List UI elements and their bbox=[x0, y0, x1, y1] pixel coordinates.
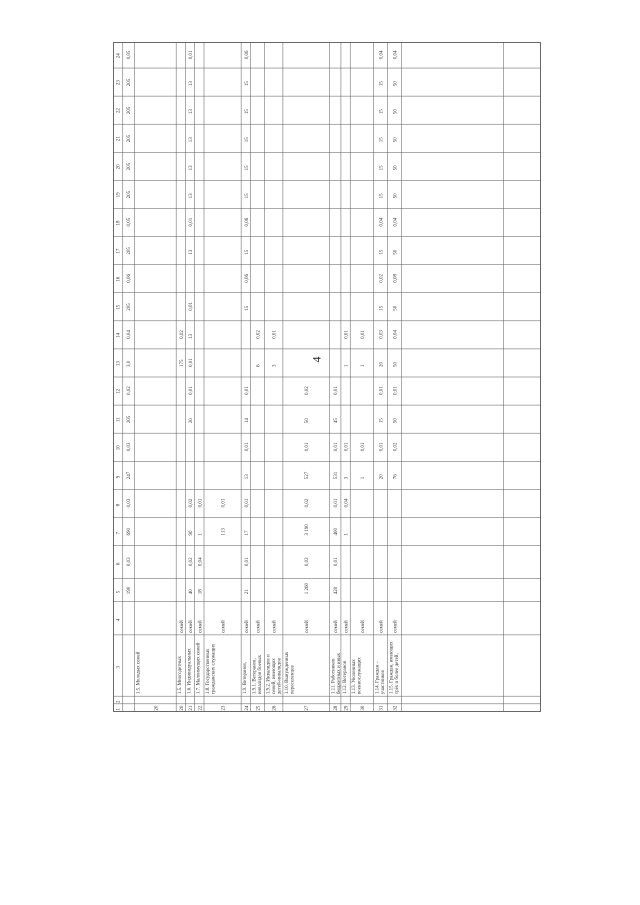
column-number: 6 bbox=[116, 562, 122, 566]
row-number: 30 bbox=[360, 705, 366, 711]
table-cell: 15 bbox=[244, 249, 250, 255]
table-cell: 0,02 bbox=[393, 442, 399, 452]
row-label: 1.11. Работников bbox=[331, 658, 337, 695]
table-cell: 20 bbox=[189, 418, 195, 424]
table-cell: 0,01 bbox=[334, 442, 340, 452]
row-number: 32 bbox=[393, 705, 399, 711]
reference-cell: 205 bbox=[126, 190, 132, 199]
reference-cell: 0,05 bbox=[126, 217, 132, 227]
table-cell: 3 190 bbox=[305, 524, 311, 536]
table-cell: 1 bbox=[344, 364, 350, 367]
table-cell: 0,06 bbox=[244, 273, 250, 283]
reference-cell: 0,05 bbox=[126, 50, 132, 60]
table-cell: 15 bbox=[379, 137, 385, 143]
row-label: трёх и более детей, bbox=[394, 653, 400, 695]
row-unit: семей bbox=[179, 620, 185, 633]
table-cell: 0,01 bbox=[189, 386, 195, 396]
table-cell: 0,04 bbox=[379, 217, 385, 227]
column-number: 12 bbox=[116, 389, 122, 395]
table-cell: 13 bbox=[189, 109, 195, 115]
row-unit: семей bbox=[360, 620, 366, 633]
row-number: 23 bbox=[221, 705, 227, 711]
column-number: 5 bbox=[116, 590, 122, 594]
table-cell: 13 bbox=[189, 193, 195, 199]
column-number: 16 bbox=[116, 276, 122, 282]
row-label: 1.5. Молодых семей bbox=[136, 651, 142, 695]
column-number: 19 bbox=[116, 192, 122, 198]
table-cell: 1 260 bbox=[305, 582, 311, 595]
table-cell: 15 bbox=[379, 193, 385, 199]
table-cell: 0,01 bbox=[244, 557, 250, 567]
table-cell: 0,04 bbox=[393, 217, 399, 227]
table-cell: 76 bbox=[393, 474, 399, 480]
table-cell: 0,01 bbox=[221, 498, 227, 508]
table-cell: 13 bbox=[189, 137, 195, 143]
table-cell: 15 bbox=[379, 109, 385, 115]
row-label: военнослужащих bbox=[357, 657, 363, 695]
table-cell: 50 bbox=[393, 249, 399, 255]
table-cell: 0,02 bbox=[305, 386, 311, 396]
column-number: 3 bbox=[116, 666, 122, 669]
row-unit: семей bbox=[305, 620, 311, 633]
table-cell: 0,02 bbox=[189, 557, 195, 567]
table-cell: 0,01 bbox=[334, 386, 340, 396]
table-cell: 21 bbox=[244, 589, 250, 595]
row-number: 28 bbox=[334, 705, 340, 711]
table-cell: 15 bbox=[244, 193, 250, 199]
column-number: 4 bbox=[116, 618, 122, 622]
row-label: инвалидов боевых bbox=[257, 654, 263, 695]
column-number: 14 bbox=[116, 332, 122, 338]
row-unit: семей bbox=[344, 620, 350, 633]
row-label: участников bbox=[380, 670, 386, 695]
row-unit: семей bbox=[379, 620, 385, 633]
row-number: 31 bbox=[379, 705, 385, 711]
table-cell: 15 bbox=[379, 249, 385, 255]
row-number: 22 bbox=[198, 705, 204, 711]
row-label: 1.15. Граждан, имеющих bbox=[389, 641, 395, 695]
row-label: 1.8. Государственных bbox=[206, 648, 212, 695]
table-cell: 0,01 bbox=[379, 442, 385, 452]
table-cell: 15 bbox=[379, 165, 385, 171]
page-number: 4 bbox=[309, 356, 324, 363]
column-number: 2 bbox=[116, 700, 122, 704]
table-cell: 1 bbox=[360, 476, 366, 480]
row-label: семей, имеющих bbox=[271, 658, 277, 695]
row-label: 1.14. Граждан – bbox=[375, 660, 381, 695]
table-cell: 400 bbox=[334, 527, 340, 536]
row-unit: семей bbox=[256, 620, 262, 633]
row-number: 27 bbox=[305, 705, 311, 711]
table-cell: 0,02 bbox=[305, 557, 311, 567]
table-cell: 15 bbox=[379, 418, 385, 424]
table-cell: 50 bbox=[305, 418, 311, 424]
row-number: 21 bbox=[189, 705, 195, 711]
table-cell: 0,04 bbox=[393, 50, 399, 60]
row-label: переселенцев bbox=[290, 665, 296, 695]
table-cell: 1 bbox=[344, 532, 350, 536]
table-cell: 15 bbox=[244, 81, 250, 87]
column-number: 8 bbox=[116, 503, 122, 507]
table-cell: 0,01 bbox=[360, 330, 366, 339]
column-number: 21 bbox=[116, 136, 122, 142]
reference-cell: 0,03 bbox=[126, 557, 132, 567]
row-label: бюджетных и иных bbox=[336, 652, 342, 695]
reference-cell: 205 bbox=[126, 247, 132, 255]
table-cell: 1 bbox=[360, 364, 366, 367]
table-cell: 15 bbox=[244, 305, 250, 311]
row-unit: семей bbox=[221, 620, 227, 633]
table-cell: 6 bbox=[256, 364, 262, 367]
row-label: 1.9.2. Инвалидов и bbox=[266, 654, 272, 695]
column-number: 24 bbox=[116, 53, 122, 59]
reference-cell: 205 bbox=[126, 106, 132, 115]
table-cell: 14 bbox=[244, 418, 250, 424]
column-number: 13 bbox=[116, 360, 122, 366]
table-cell: 0,01 bbox=[344, 330, 350, 339]
table-cell: 0,04 bbox=[344, 498, 350, 508]
table-cell: 0,02 bbox=[256, 330, 262, 339]
row-number: 24 bbox=[244, 705, 250, 711]
table-cell: 50 bbox=[393, 193, 399, 199]
table-cell: 13 bbox=[189, 249, 195, 255]
table-cell: 0,01 bbox=[334, 498, 340, 508]
table-cell: 0,01 bbox=[393, 386, 399, 396]
table-cell: 0,02 bbox=[305, 498, 311, 508]
table-cell: 50 bbox=[393, 361, 399, 367]
reference-cell: 205 bbox=[126, 134, 132, 143]
row-unit: семей bbox=[189, 620, 195, 633]
row-label: 1.10. Вынужденных bbox=[284, 651, 290, 695]
table-cell: 3 bbox=[344, 476, 350, 480]
table-cell: 45 bbox=[334, 418, 340, 424]
column-number: 11 bbox=[116, 417, 122, 423]
table-cell: 113 bbox=[221, 528, 227, 536]
table-cell: 0,01 bbox=[189, 50, 195, 60]
column-number: 20 bbox=[116, 164, 122, 170]
table-cell: 531 bbox=[334, 471, 340, 480]
table-cell: 0,06 bbox=[244, 217, 250, 227]
table-cell: 13 bbox=[189, 333, 195, 339]
table-cell: 175 bbox=[179, 359, 185, 367]
reference-cell: 190 bbox=[126, 586, 132, 595]
column-number: 18 bbox=[116, 220, 122, 226]
table-cell: 15 bbox=[244, 137, 250, 143]
table-cell: 50 bbox=[393, 137, 399, 143]
table-cell: 0,03 bbox=[379, 330, 385, 339]
table-cell: 50 bbox=[393, 165, 399, 171]
row-label: детей-инвалидов bbox=[277, 658, 283, 695]
table-cell: 15 bbox=[379, 81, 385, 87]
rotated-table-sheet bbox=[113, 42, 541, 712]
table-cell: 420 bbox=[334, 586, 340, 595]
table-cell: 0,08 bbox=[393, 273, 399, 283]
row-number: 20 bbox=[179, 705, 185, 711]
table-cell: 15 bbox=[244, 109, 250, 115]
column-number: 22 bbox=[116, 108, 122, 114]
reference-cell: 205 bbox=[126, 303, 132, 311]
table-cell: 527 bbox=[305, 471, 311, 480]
row-unit: семей bbox=[244, 620, 250, 633]
column-number: 7 bbox=[116, 531, 122, 535]
row-number: 29 bbox=[344, 705, 350, 711]
reference-cell: 247 bbox=[126, 471, 132, 480]
reference-cell: 690 bbox=[126, 527, 132, 536]
table-cell: 0,01 bbox=[272, 330, 278, 339]
row-label: 1.13. Уволенных bbox=[352, 659, 358, 695]
reference-cell: 3,0 bbox=[126, 360, 132, 367]
column-number: 9 bbox=[116, 475, 122, 479]
row-number: 26 bbox=[272, 705, 278, 711]
table-cell: 0,01 bbox=[344, 442, 350, 452]
column-number: 1 bbox=[116, 708, 122, 711]
table-cell: 0,01 bbox=[244, 442, 250, 452]
table-cell: 50 bbox=[393, 81, 399, 87]
reference-cell: 0,04 bbox=[126, 330, 132, 339]
table-cell: 0,01 bbox=[244, 498, 250, 508]
row-label: 1.6. Индивидуальных bbox=[187, 648, 193, 695]
table-cell: 13 bbox=[189, 81, 195, 87]
table-cell: 50 bbox=[393, 109, 399, 115]
table-cell: 17 bbox=[244, 530, 250, 536]
table-cell: 0,01 bbox=[244, 386, 250, 396]
table-cell: 18 bbox=[198, 589, 204, 595]
reference-cell: 205 bbox=[126, 162, 132, 171]
table-cell: 0,04 bbox=[379, 50, 385, 60]
statistics-table bbox=[113, 42, 541, 712]
reference-cell: 0,06 bbox=[126, 273, 132, 283]
row-unit: семей bbox=[393, 620, 399, 633]
table-cell: 0,01 bbox=[198, 498, 204, 508]
table-cell: 90 bbox=[189, 530, 195, 536]
table-cell: 15 bbox=[379, 305, 385, 311]
row-unit: семей bbox=[334, 620, 340, 633]
row-label: 1.9. Ветеранов, bbox=[243, 661, 249, 695]
row-unit: семей bbox=[272, 620, 278, 633]
table-cell: 15 bbox=[244, 165, 250, 171]
table-cell: 0,04 bbox=[393, 330, 399, 339]
table-cell: 0,01 bbox=[189, 302, 195, 311]
row-number: 20 bbox=[154, 705, 160, 711]
row-unit: семей bbox=[198, 620, 204, 633]
row-label: 1.9.1. Ветеранов, bbox=[252, 658, 258, 695]
table-cell: 0,02 bbox=[189, 498, 195, 508]
table-cell: 0,04 bbox=[198, 557, 204, 567]
table-cell: 0,01 bbox=[334, 557, 340, 567]
table-cell: 0,06 bbox=[244, 50, 250, 60]
reference-cell: 0,03 bbox=[126, 442, 132, 452]
table-cell: 0,01 bbox=[189, 217, 195, 227]
row-label: 1.5. Многодетных bbox=[178, 656, 184, 695]
table-cell: 0,01 bbox=[379, 386, 385, 396]
table-cell: 0,01 bbox=[189, 358, 195, 367]
row-label: гражданских служащих bbox=[211, 643, 217, 695]
table-cell: 0,02 bbox=[379, 273, 385, 283]
reference-cell: 205 bbox=[126, 78, 132, 87]
reference-cell: 0,02 bbox=[126, 386, 132, 396]
table-cell: 50 bbox=[393, 418, 399, 424]
table-cell: 0,02 bbox=[179, 330, 185, 339]
table-cell: 1 bbox=[198, 532, 204, 536]
row-number: 25 bbox=[256, 705, 262, 711]
table-cell: 50 bbox=[393, 305, 399, 311]
table-cell: 20 bbox=[379, 361, 385, 367]
column-number: 17 bbox=[116, 248, 122, 254]
row-label: 1.12. Ветеранов bbox=[342, 660, 348, 695]
table-cell: 13 bbox=[189, 165, 195, 171]
table-cell: 0,01 bbox=[360, 442, 366, 452]
column-number: 23 bbox=[116, 80, 122, 86]
column-number: 10 bbox=[116, 445, 122, 451]
table-cell: 20 bbox=[379, 474, 385, 480]
table-cell: 3 bbox=[272, 364, 278, 367]
reference-cell: 0,03 bbox=[126, 498, 132, 508]
table-cell: 13 bbox=[244, 474, 250, 480]
reference-cell: 205 bbox=[126, 415, 132, 424]
row-label: 1.7. Малоимущих семей bbox=[196, 642, 202, 695]
table-cell: 40 bbox=[189, 589, 195, 595]
column-number: 15 bbox=[116, 304, 122, 310]
table-cell: 0,01 bbox=[305, 442, 311, 452]
